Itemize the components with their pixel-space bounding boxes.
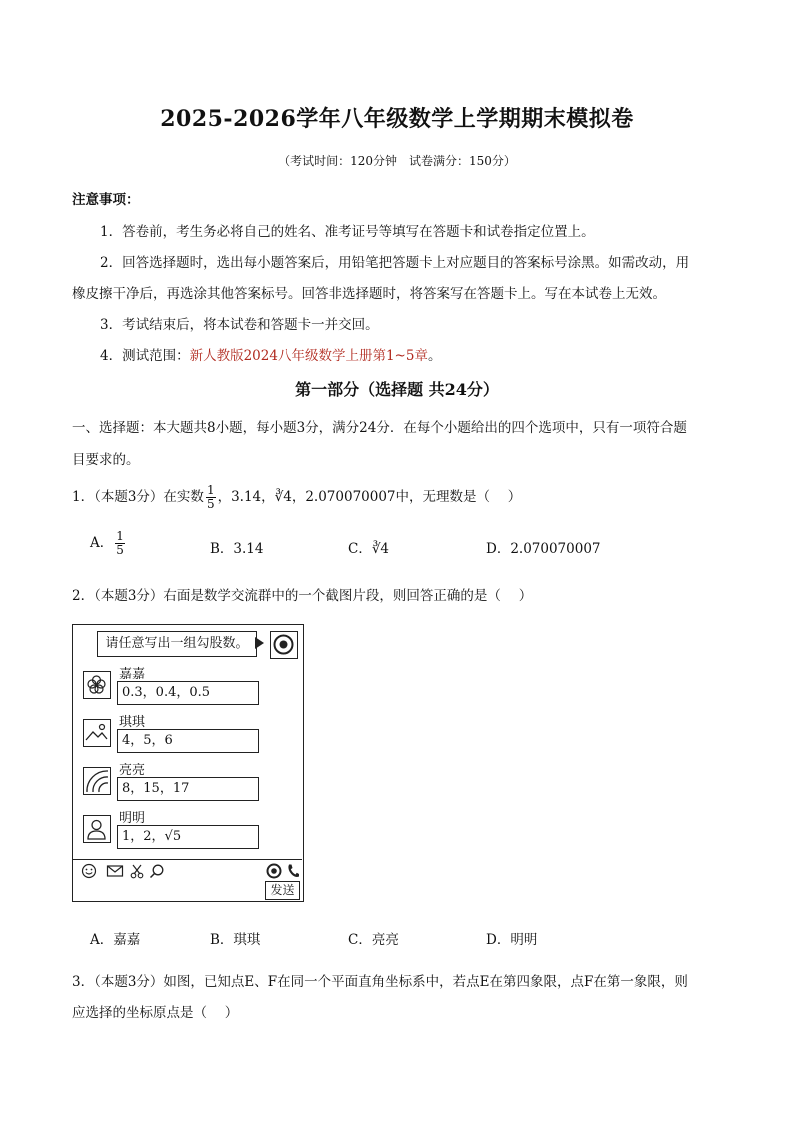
q2-option-b: B．琪琪	[210, 932, 261, 948]
note-item-2-line-2: 橡皮擦干净后，再选涂其他答案标号。回答非选择题时，将答案写在答题卡上。写在本试卷上无效。	[72, 286, 666, 302]
q1-option-d: D．2.070070007	[486, 541, 601, 557]
note-item-4	[100, 344, 441, 364]
q1-prefix: 1．（本题3分）在实数	[72, 489, 204, 505]
q1-option-a-label: A．	[90, 535, 114, 551]
q1-option-c: C．∛4	[348, 541, 390, 557]
section-intro-line-2: 目要求的。	[72, 452, 140, 468]
answer-mingming: 1，2，√5	[117, 825, 259, 849]
scissors-icon[interactable]	[130, 863, 144, 883]
answer-qiqi: 4，5，6	[117, 729, 259, 753]
note-item-4-suffix: 。	[427, 348, 442, 364]
question-3-line-1: 3．（本题3分）如图，已知点E、F在同一个平面直角坐标系中，若点E在第四象限，点F在第一象限，则	[72, 974, 688, 990]
q2-option-c: C．亮亮	[348, 932, 399, 948]
note-item-4-prefix: 4．测试范围：	[100, 348, 190, 364]
section-intro-line-1: 一、选择题：本大题共8小题，每小题3分，满分24分．在每个小题给出的四个选项中，只有一项符合题	[72, 420, 687, 436]
user-name-liangliang: 亮亮	[119, 763, 146, 778]
person-avatar-icon	[83, 815, 111, 843]
q2-option-a: A．嘉嘉	[90, 932, 141, 948]
user-name-qiqi: 琪琪	[119, 715, 146, 730]
target-avatar-icon	[270, 631, 298, 659]
emoji-icon[interactable]	[81, 863, 97, 883]
note-item-1: 1．答卷前，考生务必将自己的姓名、准考证号等填写在答题卡和试卷指定位置上。	[100, 224, 595, 240]
note-item-3: 3．考试结束后，将本试卷和答题卡一并交回。	[100, 317, 379, 333]
phone-icon[interactable]	[286, 863, 300, 883]
question-3-line-2: 应选择的坐标原点是（ ）	[72, 1005, 239, 1021]
mail-icon[interactable]	[106, 863, 124, 883]
q1-option-a-num: 1	[116, 529, 124, 543]
question-1-stem	[72, 484, 521, 511]
send-button[interactable]: 发送	[265, 881, 300, 900]
answer-liangliang: 8，15，17	[117, 777, 259, 801]
question-2-stem: 2．（本题3分）右面是数学交流群中的一个截图片段，则回答正确的是（ ）	[72, 588, 533, 604]
flower-avatar-icon	[83, 671, 111, 699]
chat-screenshot	[72, 624, 304, 902]
search-icon[interactable]	[149, 863, 165, 883]
q1-frac-num: 1	[206, 483, 215, 497]
prompt-bubble: 请任意写出一组勾股数。	[97, 631, 257, 657]
test-scope: 新人教版2024八年级数学上册第1~5章	[189, 348, 428, 364]
toolbar-divider	[73, 859, 302, 860]
bubble-tail	[255, 637, 264, 649]
q2-option-d: D．明明	[486, 932, 538, 948]
user-name-jiajia: 嘉嘉	[119, 667, 146, 682]
q1-rest: ，3.14，∛4，2.070070007中，无理数是（ ）	[217, 489, 522, 505]
q1-frac-den: 5	[206, 497, 215, 511]
page-title: 2025-2026学年八年级数学上学期期末模拟卷	[160, 106, 634, 132]
landscape-avatar-icon	[83, 719, 111, 747]
answer-jiajia: 0.3，0.4，0.5	[117, 681, 259, 705]
record-icon[interactable]	[266, 863, 282, 883]
q1-option-b: B．3.14	[210, 541, 264, 557]
section-title: 第一部分（选择题 共24分）	[295, 380, 499, 399]
q1-option-a-fraction	[115, 530, 125, 557]
notes-heading: 注意事项：	[72, 192, 140, 208]
note-item-2-line-1: 2．回答选择题时，选出每小题答案后，用铅笔把答题卡上对应题目的答案标号涂黑。如需改动，用	[100, 255, 690, 271]
q1-fraction	[206, 484, 216, 511]
arcs-avatar-icon	[83, 767, 111, 795]
exam-info: （考试时间：120分钟 试卷满分：150分）	[278, 154, 516, 168]
q1-option-a-den: 5	[116, 543, 124, 557]
user-name-mingming: 明明	[119, 811, 146, 826]
q1-option-a	[90, 530, 127, 557]
